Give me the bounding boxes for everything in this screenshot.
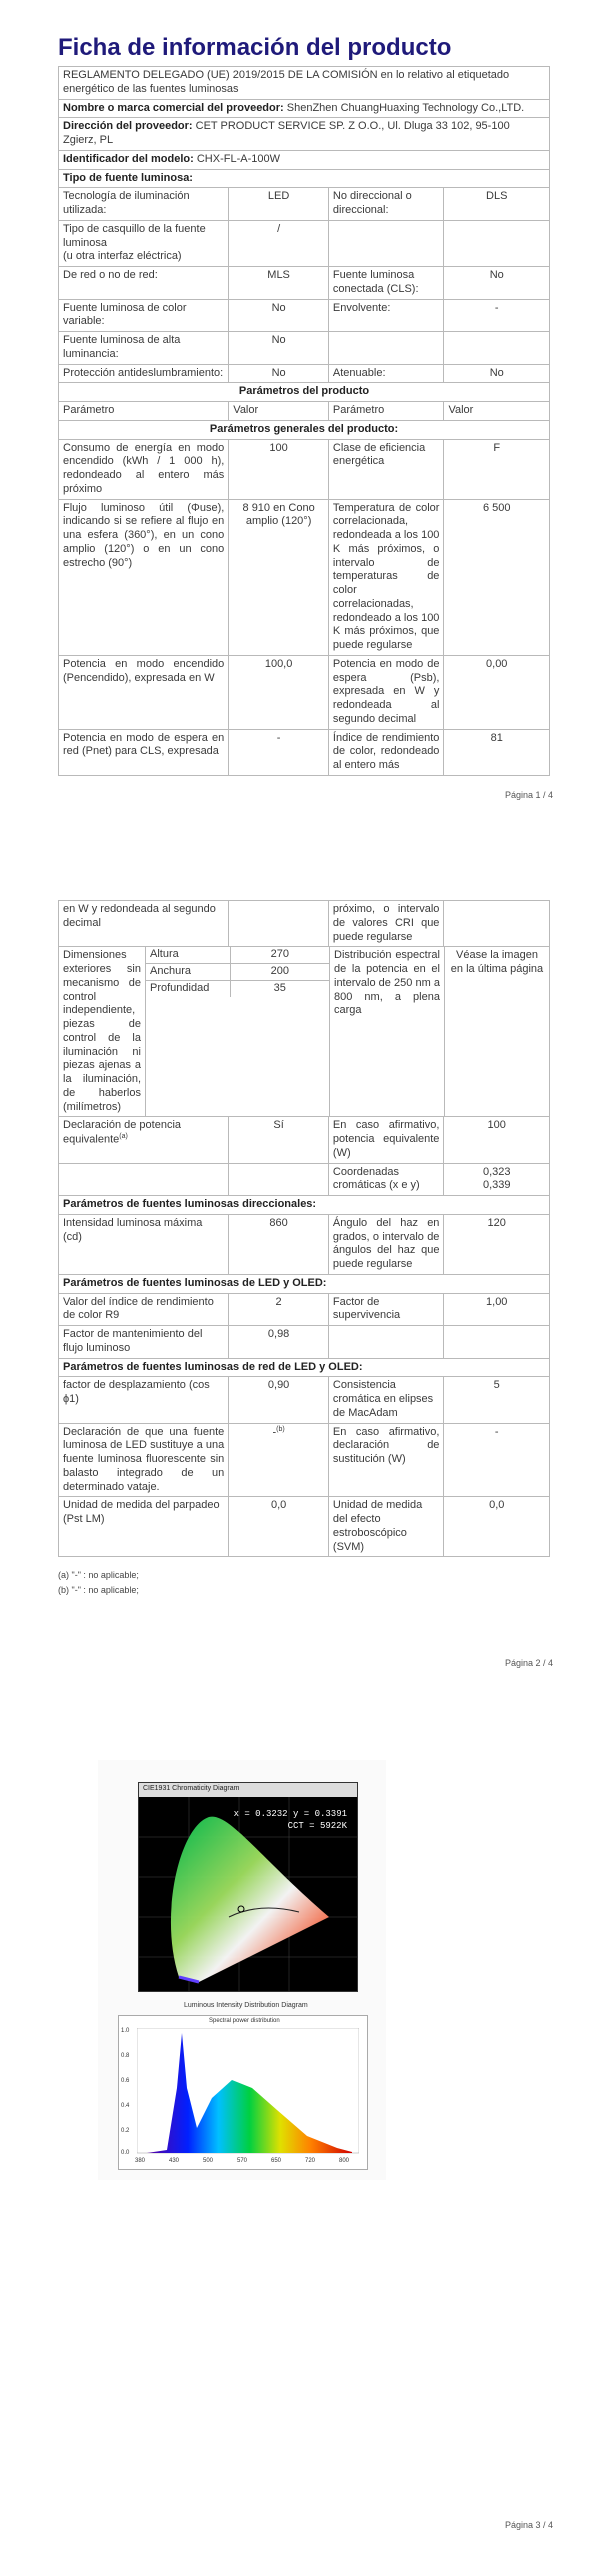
general-params-header: Parámetros generales del producto: [209, 422, 399, 435]
supplier-row: Nombre o marca comercial del proveedor: ShenZhen ChuangHuaxing Technology Co.,LTD. [63, 101, 525, 114]
spectral-title: Spectral power distribution [209, 2018, 280, 2024]
x-tick: 500 [203, 2158, 214, 2164]
y-tick: 0.8 [121, 2053, 130, 2059]
mains-row: factor de desplazamiento (cos ϕ1) 0,90 Consistencia cromática en elipses de MacAdam 5 [59, 1376, 549, 1422]
regulation-text: REGLAMENTO DELEGADO (UE) 2019/2015 DE LA COMISIÓN en lo relativo al etiquetado energético de las fuentes luminosas [63, 69, 510, 95]
document-title: Ficha de información del producto [58, 34, 452, 61]
cie-readout: x = 0.3232 y = 0.3391 CCT = 5922K [233, 1809, 347, 1831]
led-row: Valor del índice de rendimiento de color R9 2 Factor de supervivencia 1,00 [59, 1293, 549, 1326]
page-number: Página 2 / 4 [504, 1658, 553, 1668]
measurement-image [98, 1760, 386, 2180]
type-row: De red o no de red: MLS Fuente luminosa conectada (CLS): No [59, 266, 549, 299]
led-header: Parámetros de fuentes luminosas de LED y OLED: [63, 1276, 327, 1289]
x-tick: 430 [169, 2158, 180, 2164]
general-row: Potencia en modo encendido (Pencendido), expresada en W 100,0 Potencia en modo de espera (Psb), expresada en W y redondeada al segundo decimal 0,00 [59, 655, 549, 729]
directional-header: Parámetros de fuentes luminosas direccionales: [63, 1198, 317, 1210]
page-2 [0, 880, 603, 1720]
mains-header: Parámetros de fuentes luminosas de red de LED y OLED: [63, 1360, 363, 1373]
type-row: Tipo de casquillo de la fuente luminosa (u otra interfaz eléctrica) / [59, 220, 549, 266]
footnote-a: (a) "-" : no aplicable; [58, 1570, 139, 1580]
type-row: Fuente luminosa de color variable: No Envolvente: - [59, 299, 549, 332]
cie-header: CIE1931 Chromaticity Diagram [139, 1783, 357, 1797]
general-row: Consumo de energía en modo encendido (kWh / 1 000 h), redondeado al entero más próximo 100 Clase de eficiencia energética F [59, 439, 549, 499]
footnote-b: (b) "-" : no aplicable; [58, 1585, 139, 1595]
general-row: Potencia en modo de espera en red (Pnet) para CLS, expresada - Índice de rendimiento de color, redondeado al entero más 81 [59, 729, 549, 775]
type-row: Tecnología de iluminación utilizada: LED No direccional o direccional: DLS [59, 187, 549, 220]
page-number: Página 1 / 4 [504, 790, 553, 800]
type-header: Tipo de fuente luminosa: [63, 171, 193, 184]
distribution-caption: Luminous Intensity Distribution Diagram [184, 2002, 308, 2009]
x-tick: 570 [237, 2158, 248, 2164]
mains-row: Declaración de que una fuente luminosa de LED sustituye a una fuente luminosa fluorescente sin balasto integrado de un determinado vataje. -$^{(b)}$ En caso afirmativo, declaración de sustitución (W) - [59, 1423, 549, 1497]
x-tick: 380 [135, 2158, 146, 2164]
mains-row: Unidad de medida del parpadeo (Pst LM) 0,0 Unidad de medida del efecto estroboscópico (SVM) 0,0 [59, 1496, 549, 1556]
dimensions-values: Altura 270 Anchura 200 Profundidad 35 [145, 947, 329, 1116]
page-3 [0, 1720, 603, 2560]
y-tick: 1.0 [121, 2028, 130, 2034]
product-info-table-continued [58, 900, 550, 1557]
type-row: Fuente luminosa de alta luminancia: No [59, 331, 549, 364]
page-1 [0, 0, 603, 880]
y-tick: 0.2 [121, 2128, 130, 2134]
x-tick: 720 [305, 2158, 316, 2164]
y-tick: 0.0 [121, 2150, 130, 2156]
x-tick: 650 [271, 2158, 282, 2164]
params-column-headers: Parámetro Valor Parámetro Valor [59, 401, 549, 420]
continued-row: en W y redondeada al segundo decimal próximo, o intervalo de valores CRI que puede regularse [59, 901, 549, 946]
y-tick: 0.4 [121, 2103, 130, 2109]
equivalent-power-row: Declaración de potencia equivalente$^{(a)}$ Sí En caso afirmativo, potencia equivalente (W) 100 [59, 1116, 549, 1162]
model-row: Identificador del modelo: CHX-FL-A-100W [63, 152, 280, 165]
dimensions-label: Dimensiones exteriores sin mecanismo de control independiente, piezas de control de la iluminación ni piezas ajenas a la iluminación, de haberlos (milímetros) [63, 949, 141, 1113]
x-tick: 800 [339, 2158, 350, 2164]
params-header: Parámetros del producto [238, 385, 370, 398]
cie-chromaticity-diagram [138, 1782, 358, 1992]
led-row: Factor de mantenimiento del flujo luminoso 0,98 [59, 1325, 549, 1358]
y-tick: 0.6 [121, 2078, 130, 2084]
general-row: Flujo luminoso útil (Φuse), indicando si se refiere al flujo en una esfera (360°), en un cono amplio (120°) o en un cono estrecho (90°) 8 910 en Cono amplio (120°) Temperatura de color correlacionada, redondeada a los 100 K más próximos, o intervalo de temperaturas de color correlacionadas, redondeado a los 100 K más próximos, que puede regularse 6 500 [59, 499, 549, 655]
chromaticity-row: Coordenadas cromáticas (x e y) 0,323 0,339 [59, 1163, 549, 1196]
product-info-table [58, 66, 550, 776]
directional-row: Intensidad luminosa máxima (cd) 860 Ángulo del haz en grados, o intervalo de ángulos del haz que puede regularse 120 [59, 1214, 549, 1274]
type-row: Protección antideslumbramiento: No Atenuable: No [59, 364, 549, 383]
spectral-distribution-chart [118, 2015, 368, 2170]
spectrum-plot [137, 2028, 359, 2158]
page-number: Página 3 / 4 [504, 2520, 553, 2530]
dimensions-row: Dimensiones exteriores sin mecanismo de control independiente, piezas de control de la iluminación ni piezas ajenas a la iluminación, de haberlos (milímetros) Altura 270 Anchura 200 Profundidad 35 Distribución espectral de la potencia en el intervalo de 250 nm a 800 nm, a plena carga Véase la imagen en la última página [59, 946, 549, 1116]
address-row: Dirección del proveedor: CET PRODUCT SERVICE SP. Z O.O., Ul. Dluga 33 102, 95-100 Zgierz, PL [63, 120, 510, 146]
